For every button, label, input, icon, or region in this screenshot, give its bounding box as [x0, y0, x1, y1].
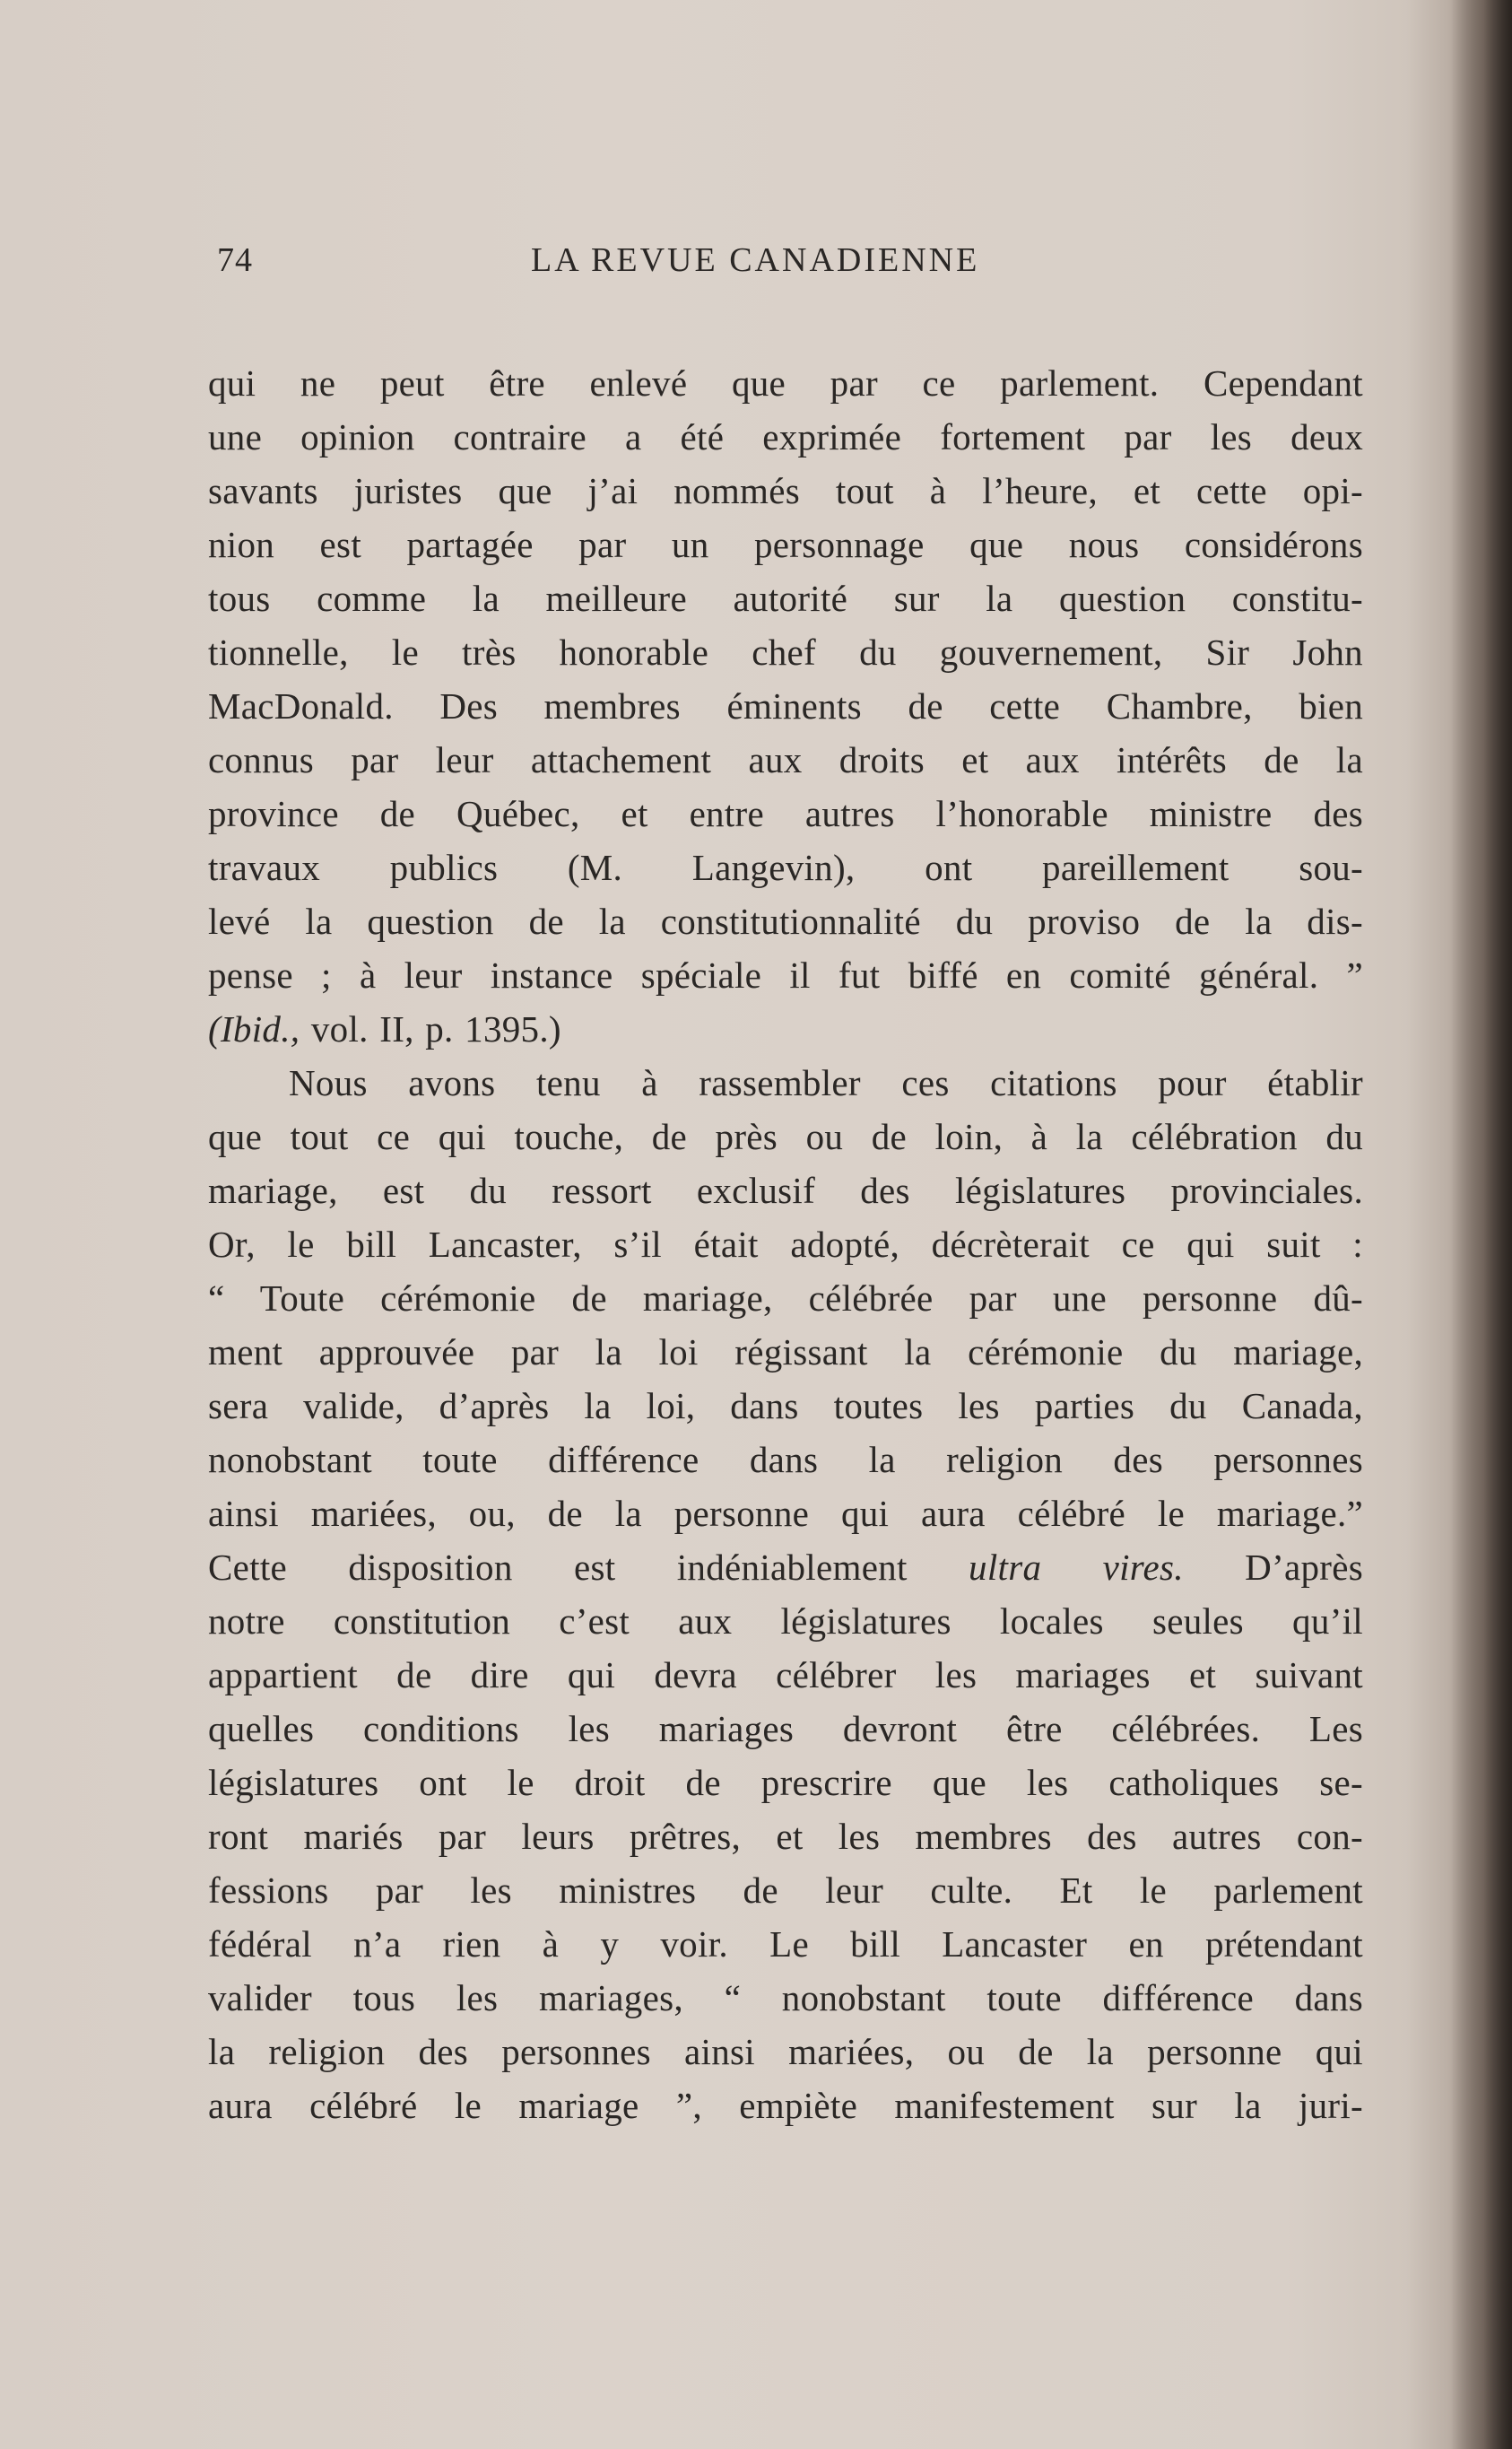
text-line: connus par leur attachement aux droits et aux intérêts de la	[208, 739, 1363, 780]
text-line: Or, le bill Lancaster, s’il était adopté, décrèterait ce qui suit :	[208, 1224, 1363, 1265]
text-line: fessions par les ministres de leur culte. Et le parlement	[208, 1869, 1363, 1911]
page-gutter-shadow	[1449, 0, 1512, 2449]
text-line: nonobstant toute différence dans la religion des personnes	[208, 1439, 1363, 1480]
text-line: savants juristes que j’ai nommés tout à l’heure, et cette opi-	[208, 470, 1363, 511]
text-line: “ Toute cérémonie de mariage, célébrée par une personne dû-	[208, 1277, 1363, 1319]
text-line: notre constitution c’est aux législatures locales seules qu’il	[208, 1600, 1363, 1642]
citation-reference: vol. II, p. 1395.)	[300, 1008, 561, 1050]
text-line: ainsi mariées, ou, de la personne qui aura célébré le mariage.”	[208, 1493, 1363, 1534]
text-line: valider tous les mariages, “ nonobstant toute différence dans	[208, 1977, 1363, 2018]
page-number: 74	[217, 241, 253, 279]
citation-ibid: (Ibid.,	[208, 1008, 300, 1050]
text-line: levé la question de la constitutionnalité du proviso de la dis-	[208, 901, 1363, 942]
text-line: ront mariés par leurs prêtres, et les membres des autres con-	[208, 1816, 1363, 1857]
text-line: tionnelle, le très honorable chef du gouvernement, Sir John	[208, 632, 1363, 673]
text-line: travaux publics (M. Langevin), ont pareillement sou-	[208, 847, 1363, 888]
text-segment: D’après	[1183, 1547, 1363, 1588]
text-line: sera valide, d’après la loi, dans toutes les parties du Canada,	[208, 1385, 1363, 1426]
text-line	[208, 1540, 1363, 1594]
text-line: mariage, est du ressort exclusif des législatures provinciales.	[208, 1170, 1363, 1211]
text-line: que tout ce qui touche, de près ou de loin, à la célébration du	[208, 1116, 1363, 1157]
text-line: quelles conditions les mariages devront être célébrées. Les	[208, 1708, 1363, 1749]
text-line: qui ne peut être enlevé que par ce parlement. Cependant	[208, 362, 1363, 404]
paragraph-first-line: Nous avons tenu à rassembler ces citations pour établir	[289, 1062, 1363, 1103]
text-line: la religion des personnes ainsi mariées, ou de la personne qui	[208, 2031, 1363, 2072]
citation-line	[208, 1002, 1363, 1056]
text-line: province de Québec, et entre autres l’honorable ministre des	[208, 793, 1363, 834]
text-line: fédéral n’a rien à y voir. Le bill Lancaster en prétendant	[208, 1923, 1363, 1965]
text-line: appartient de dire qui devra célébrer les mariages et suivant	[208, 1654, 1363, 1695]
running-head	[208, 240, 1042, 285]
text-line: législatures ont le droit de prescrire que les catholiques se-	[208, 1762, 1363, 1803]
text-line: aura célébré le mariage ”, empiète manifestement sur la juri-	[208, 2085, 1363, 2126]
text-line: MacDonald. Des membres éminents de cette Chambre, bien	[208, 685, 1363, 727]
text-line: ment approuvée par la loi régissant la cérémonie du mariage,	[208, 1331, 1363, 1373]
italic-term: ultra vires.	[969, 1547, 1184, 1588]
text-segment: Cette disposition est indéniablement	[208, 1547, 969, 1588]
text-line: une opinion contraire a été exprimée fortement par les deux	[208, 416, 1363, 458]
text-line: nion est partagée par un personnage que nous considérons	[208, 524, 1363, 565]
journal-title: LA REVUE CANADIENNE	[531, 241, 980, 279]
text-line: pense ; à leur instance spéciale il fut biffé en comité général. ”	[208, 954, 1363, 996]
text-line: tous comme la meilleure autorité sur la question constitu-	[208, 578, 1363, 619]
body-text	[208, 356, 1363, 2132]
